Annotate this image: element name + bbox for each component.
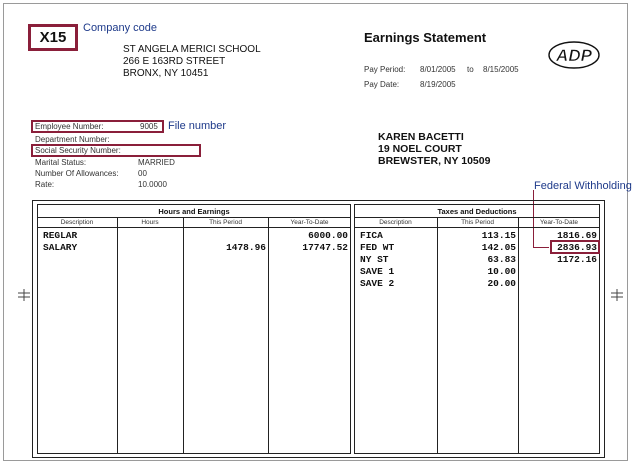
tax-row-ytd: 2836.93 [557, 242, 597, 253]
earnings-row-this-period: 1478.96 [226, 242, 266, 253]
taxes-header-this-period: This Period [461, 219, 494, 226]
company-address [123, 44, 261, 80]
tax-row-description: SAVE 2 [360, 278, 395, 289]
earnings-col-divider-1 [117, 217, 118, 454]
tax-row-ytd: 1816.69 [557, 230, 597, 241]
department-number-label: Department Number: [35, 135, 110, 144]
earnings-header-divider [37, 227, 351, 228]
employee-address-line1: 19 NOEL COURT [378, 143, 462, 155]
allowances-label: Number Of Allowances: [35, 169, 119, 178]
earnings-row-description: SALARY [43, 242, 78, 253]
pay-date-label: Pay Date: [364, 80, 400, 89]
pay-period-label: Pay Period: [364, 65, 406, 74]
employee-number: 9005 [140, 122, 158, 131]
company-code-box [28, 24, 78, 51]
allowances: 00 [138, 169, 147, 178]
tax-row-description: FED WT [360, 242, 395, 253]
earnings-header-description: Description [60, 219, 94, 226]
company-address-line1: 266 E 163RD STREET [123, 56, 226, 67]
employee-address-line2: BREWSTER, NY 10509 [378, 155, 491, 167]
pay-period-to-label: to [467, 65, 474, 74]
tax-row-this-period: 63.83 [487, 254, 516, 265]
adp-logo [548, 40, 600, 70]
tax-row-this-period: 113.15 [481, 230, 516, 241]
employee-number-label: Employee Number: [35, 122, 104, 131]
tax-row-this-period: 20.00 [487, 278, 516, 289]
earnings-title: Hours and Earnings [158, 207, 230, 216]
taxes-header-description: Description [379, 219, 412, 226]
adp-logo-text: ADP [556, 46, 592, 65]
employee-address [378, 131, 490, 167]
earnings-row-ytd: 6000.00 [308, 230, 348, 241]
tax-row-description: SAVE 1 [360, 266, 395, 277]
tax-row-description: FICA [360, 230, 383, 241]
tax-row-this-period: 10.00 [487, 266, 516, 277]
taxes-title: Taxes and Deductions [437, 207, 517, 216]
perforation-right-icon [611, 289, 623, 301]
tax-row-this-period: 142.05 [481, 242, 516, 253]
tax-row-ytd: 1172.16 [557, 254, 597, 265]
pay-period-to: 8/15/2005 [483, 65, 519, 74]
federal-withholding-annotation: Federal Withholding [534, 180, 632, 192]
pay-date: 8/19/2005 [420, 80, 456, 89]
ssn-label: Social Security Number: [35, 146, 121, 155]
earnings-title-divider [37, 217, 351, 218]
earnings-row-description: REGLAR [43, 230, 78, 241]
file-number-annotation: File number [168, 120, 227, 132]
adp-logo-mark [548, 40, 600, 70]
earnings-header-this-period: This Period [209, 219, 242, 226]
company-address-line2: BRONX, NY 10451 [123, 68, 209, 79]
taxes-header-divider [354, 227, 600, 228]
statement-title: Earnings Statement [364, 30, 487, 45]
pay-period-from: 8/01/2005 [420, 65, 456, 74]
rate-label: Rate: [35, 180, 55, 189]
earnings-header-ytd: Year-To-Date [290, 219, 329, 226]
perforation-left-icon [18, 289, 30, 301]
employee-name: KAREN BACETTI [378, 131, 464, 143]
earnings-header-hours: Hours [141, 219, 159, 226]
perforation-mark-left [18, 288, 30, 300]
marital-status-label: Marital Status: [35, 158, 87, 167]
company-name: ST ANGELA MERICI SCHOOL [123, 44, 261, 55]
perforation-mark-right [611, 288, 623, 300]
earnings-row-ytd: 17747.52 [302, 242, 348, 253]
company-code-annotation: Company code [83, 22, 157, 34]
rate: 10.0000 [138, 180, 167, 189]
tax-row-description: NY ST [360, 254, 389, 265]
taxes-title-divider [354, 217, 600, 218]
company-code: X15 [39, 29, 67, 46]
taxes-header-ytd: Year-To-Date [539, 219, 579, 226]
marital-status: MARRIED [138, 158, 175, 167]
